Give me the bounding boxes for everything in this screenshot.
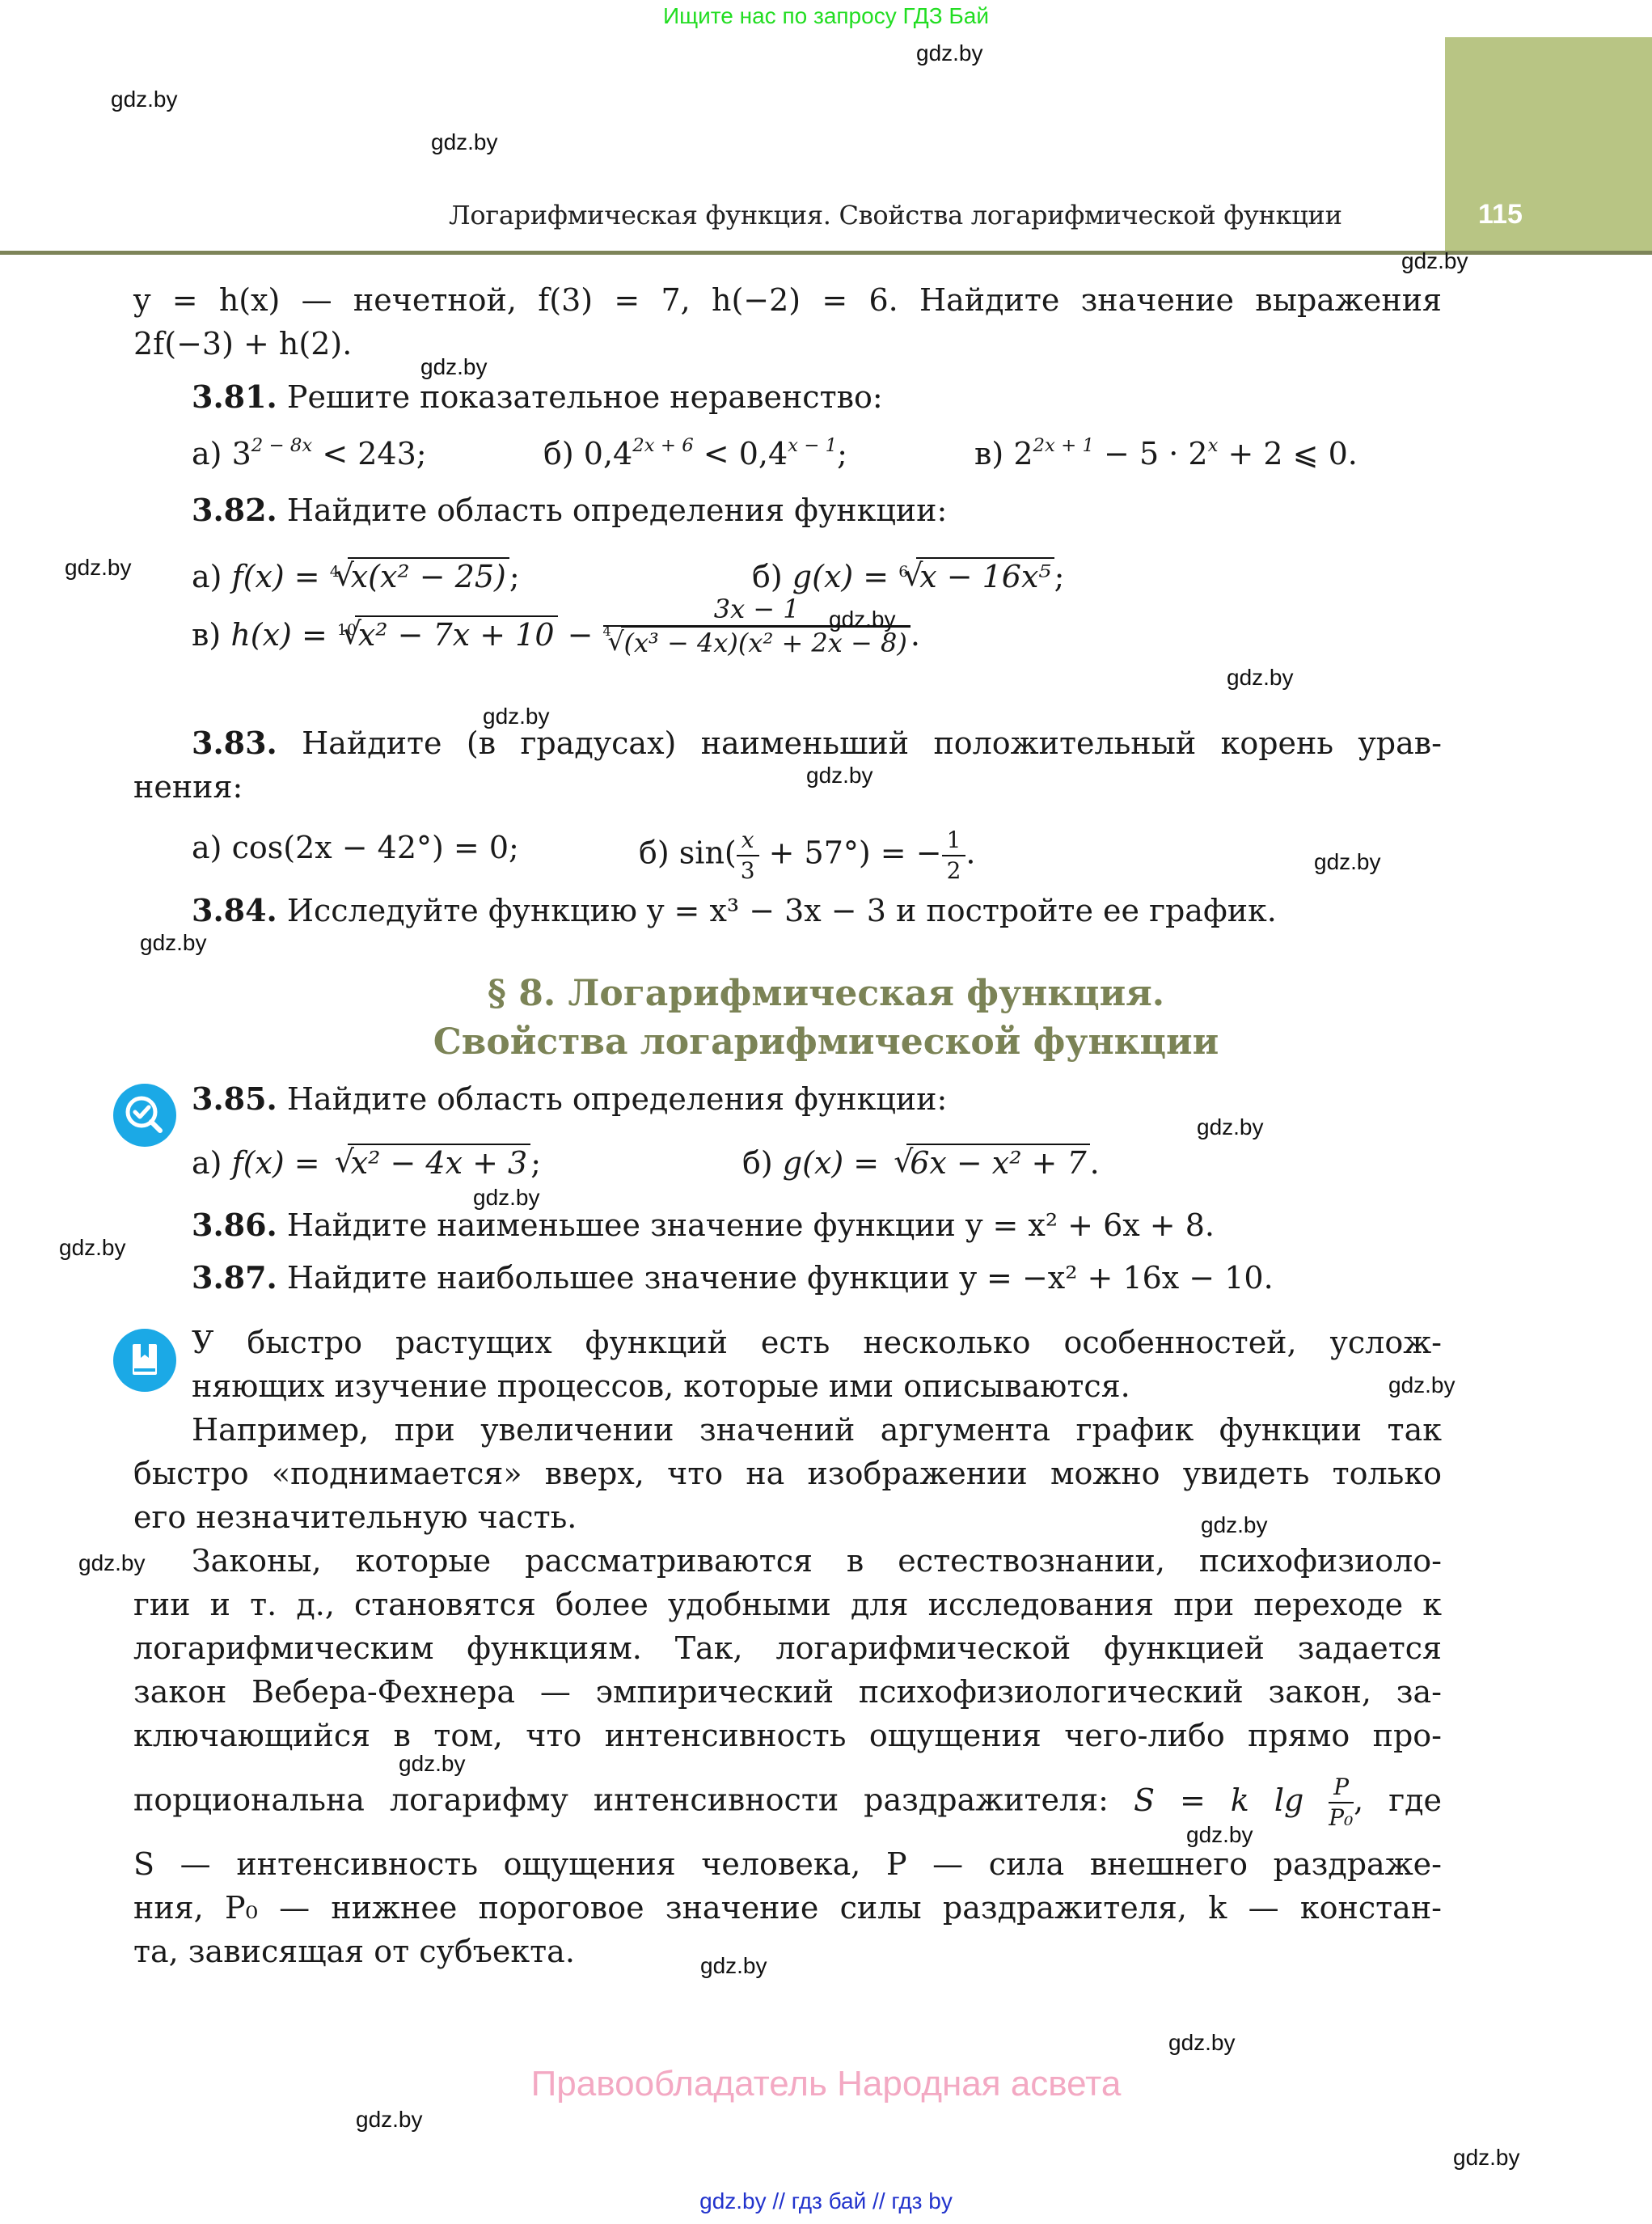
watermark: gdz.by (916, 40, 983, 66)
watermark: gdz.by (1314, 849, 1381, 874)
search-hint-banner[interactable]: Ищите нас по запросу ГДЗ Бай (662, 3, 990, 28)
punct: . (910, 617, 920, 653)
item-label: а) (192, 1145, 222, 1181)
info-line: У быстро растущих функций есть несколько особенностей, услож- (192, 1325, 1442, 1360)
watermark: gdz.by (473, 1185, 540, 1210)
watermark: gdz.by (1186, 1822, 1253, 1847)
section-title-line-1: § 8. Логарифмическая функция. (487, 973, 1165, 1014)
problem-text: Исследуйте функцию y = x³ − 3x − 3 и постройте ее график. (286, 893, 1277, 928)
expr-exponent: 2 − 8x (251, 435, 313, 457)
punct: ; (509, 559, 520, 594)
problem-3-81-c (974, 435, 1358, 472)
problem-text: Найдите область определения функции: (286, 1081, 948, 1117)
item-label: б) (742, 1145, 773, 1181)
page-number-tab (1445, 37, 1652, 251)
info-line: ключающийся в том, что интенсивность ощущения чего-либо прямо про- (133, 1718, 1442, 1753)
watermark: gdz.by (356, 2107, 423, 2132)
root-index: 6 (898, 563, 909, 581)
expr-exponent: 2x + 6 (632, 435, 694, 457)
watermark: gdz.by (1227, 665, 1294, 690)
problem-3-82-b (752, 558, 1064, 595)
item-label: в) (974, 436, 1004, 471)
root-index: 10 (336, 621, 357, 639)
problem-3-83-cont: нения: (133, 769, 243, 805)
problem-3-83 (192, 725, 1442, 762)
problem-number: 3.81. (192, 378, 277, 415)
problem-3-85 (192, 1080, 947, 1118)
info-tail-line: ния, P₀ — нижнее пороговое значение силы раздражителя, k — констан- (133, 1890, 1442, 1926)
carry-line-1-text: y = h(x) — нечетной, f(3) = 7, h(−2) = 6. Найдите значение выражения (133, 282, 1442, 318)
problem-3-83-b (639, 829, 975, 882)
expr-exponent: x − 1 (788, 435, 838, 457)
denominator (602, 623, 911, 658)
weber-fechner-formula (1133, 1774, 1442, 1831)
info-line: быстро «поднимается» вверх, что на изображении можно увидеть только (133, 1456, 1442, 1491)
denominator: P₀ (1329, 1804, 1354, 1831)
item-label: а) (192, 436, 222, 471)
nth-root (330, 558, 509, 595)
radicand: √ x − 16x⁵ (916, 557, 1054, 594)
watermark: gdz.by (1388, 1372, 1456, 1397)
equation-part: + 57°) = − (758, 835, 942, 871)
expr-rest: ; (837, 436, 847, 471)
watermark: gdz.by (1453, 2145, 1520, 2170)
problem-3-82-a (192, 558, 520, 595)
expr-exponent: 2x + 1 (1033, 435, 1094, 457)
item-label: а) (192, 559, 222, 594)
radicand: √ x² − 4x + 3 (348, 1144, 530, 1181)
problem-3-83-a (192, 829, 519, 866)
square-root (330, 1144, 530, 1182)
problem-3-86 (192, 1207, 1215, 1244)
problem-text: Найдите наименьшее значение функции y = x² + 6x + 8. (286, 1207, 1215, 1243)
info-tail-line: та, зависящая от субъекта. (133, 1934, 575, 1969)
watermark: gdz.by (78, 1550, 146, 1575)
copyright-notice: Правообладатель Народная асвета (530, 2064, 1122, 2103)
equation: cos(2x − 42°) = 0; (231, 830, 519, 865)
problem-3-87 (192, 1259, 1274, 1296)
expr-mid: < 0,4 (693, 436, 788, 471)
problem-number: 3.84. (192, 892, 277, 928)
watermark: gdz.by (1197, 1114, 1264, 1139)
info-tail-line: S — интенсивность ощущения человека, P — сила внешнего раздраже- (133, 1846, 1442, 1882)
problem-3-81-a (192, 435, 427, 472)
info-line: няющих изучение процессов, которые ими описываются. (192, 1368, 1130, 1404)
function-name: f(x) = (231, 559, 330, 594)
info-formula-line (133, 1776, 1442, 1829)
item-label: б) (543, 436, 574, 471)
info-line: гии и т. д., становятся более удобными для исследования при переходе к (133, 1587, 1442, 1622)
nth-root (337, 616, 558, 653)
watermark: gdz.by (806, 763, 873, 788)
punct: . (1089, 1145, 1100, 1181)
item-label: б) (752, 559, 783, 594)
footer-links[interactable]: gdz.by // гдз бай // гдз by (699, 2188, 953, 2213)
info-line: Например, при увеличении значений аргумента график функции так (192, 1412, 1442, 1448)
problem-3-81-b (543, 435, 847, 472)
problem-text: Решите показательное неравенство: (286, 379, 883, 415)
watermark: gdz.by (431, 129, 498, 154)
punct: . (965, 835, 976, 871)
numerator: 3x − 1 (603, 596, 911, 627)
watermark: gdz.by (1201, 1512, 1268, 1537)
problem-text: Найдите (в градусах) наименьший положительный корень урав- (302, 725, 1442, 761)
expr-exponent: x (1207, 435, 1219, 457)
problem-number: 3.87. (192, 1259, 277, 1296)
magnifier-check-icon (113, 1084, 176, 1147)
function-name: h(x) = (230, 617, 337, 653)
watermark: gdz.by (829, 607, 896, 632)
equation-part: sin( (678, 835, 737, 871)
expr-base: 0,4 (583, 436, 633, 471)
problem-number: 3.85. (192, 1080, 277, 1117)
book-icon (113, 1329, 176, 1392)
numerator: x (737, 829, 759, 856)
fraction (1329, 1776, 1354, 1829)
square-root (889, 1144, 1089, 1182)
problem-3-84 (192, 892, 1277, 929)
root-index: 4 (602, 623, 611, 639)
watermark: gdz.by (1168, 2030, 1236, 2055)
info-line: его незначительную часть. (133, 1499, 577, 1535)
problem-3-81 (192, 378, 883, 416)
carry-line-1 (133, 281, 1442, 319)
problem-3-82 (192, 492, 947, 529)
numerator: P (1329, 1776, 1354, 1803)
expr-rest: + 2 ⩽ 0. (1218, 436, 1358, 471)
function-name: g(x) = (792, 559, 899, 594)
problem-number: 3.83. (192, 725, 277, 761)
info-line: Законы, которые рассматриваются в естествознании, психофизиоло- (192, 1543, 1442, 1579)
punct: ; (1054, 559, 1065, 594)
problem-3-85-a (192, 1144, 541, 1182)
function-name: g(x) = (782, 1145, 889, 1181)
watermark: gdz.by (140, 930, 207, 955)
radicand: √ x(x² − 25) (348, 557, 509, 594)
root-index: 4 (329, 563, 340, 581)
problem-3-82-c (192, 593, 920, 658)
item-label: в) (192, 617, 222, 653)
fraction (602, 593, 911, 658)
formula-lhs: S = k lg (1133, 1782, 1329, 1818)
info-line: порциональна логарифму интенсивности раздражителя: (133, 1782, 1109, 1818)
punct: ; (530, 1145, 541, 1181)
section-title-line-2: Свойства логарифмической функции (433, 1021, 1219, 1063)
watermark: gdz.by (700, 1953, 767, 1978)
denominator: 3 (740, 857, 755, 884)
nth-root (898, 558, 1054, 595)
nth-root (602, 623, 911, 658)
expr-rest: < 243; (312, 436, 427, 471)
watermark: gdz.by (399, 1751, 466, 1776)
watermark: gdz.by (483, 704, 550, 729)
denominator: 2 (946, 857, 961, 884)
carry-line-2: 2f(−3) + h(2). (133, 326, 353, 362)
info-line: закон Вебера-Фехнера — эмпирический психофизиологический закон, за- (133, 1674, 1442, 1710)
watermark: gdz.by (59, 1235, 126, 1260)
item-label: а) (192, 830, 222, 865)
function-name: f(x) = (231, 1145, 330, 1181)
operator: − (557, 617, 603, 653)
fraction (737, 829, 759, 882)
expr-base: 3 (231, 436, 251, 471)
problem-number: 3.86. (192, 1207, 277, 1243)
radicand: √ x² − 7x + 10 (355, 615, 558, 653)
info-line: логарифмическим функциям. Так, логарифмической функцией задается (133, 1630, 1442, 1666)
problem-text: Найдите наибольшее значение функции y = −x² + 16x − 10. (286, 1260, 1274, 1296)
watermark: gdz.by (1401, 248, 1468, 273)
formula-tail: , где (1354, 1782, 1442, 1818)
expr-base: 2 (1013, 436, 1033, 471)
item-label: б) (639, 835, 670, 871)
fraction (942, 829, 966, 882)
watermark: gdz.by (111, 87, 178, 112)
radicand: √ 6x − x² + 7 (906, 1144, 1089, 1181)
problem-text: Найдите область определения функции: (286, 493, 948, 528)
running-title: Логарифмическая функция. Свойства логарифмической функции (449, 200, 1342, 230)
radicand: √ (x³ − 4x)(x² + 2x − 8) (621, 626, 911, 658)
page-number: 115 (1478, 199, 1523, 230)
problem-number: 3.82. (192, 492, 277, 528)
problem-3-85-b (742, 1144, 1100, 1182)
watermark: gdz.by (420, 354, 488, 379)
watermark: gdz.by (65, 555, 132, 580)
numerator: 1 (942, 829, 966, 856)
expr-mid: − 5 · 2 (1093, 436, 1208, 471)
